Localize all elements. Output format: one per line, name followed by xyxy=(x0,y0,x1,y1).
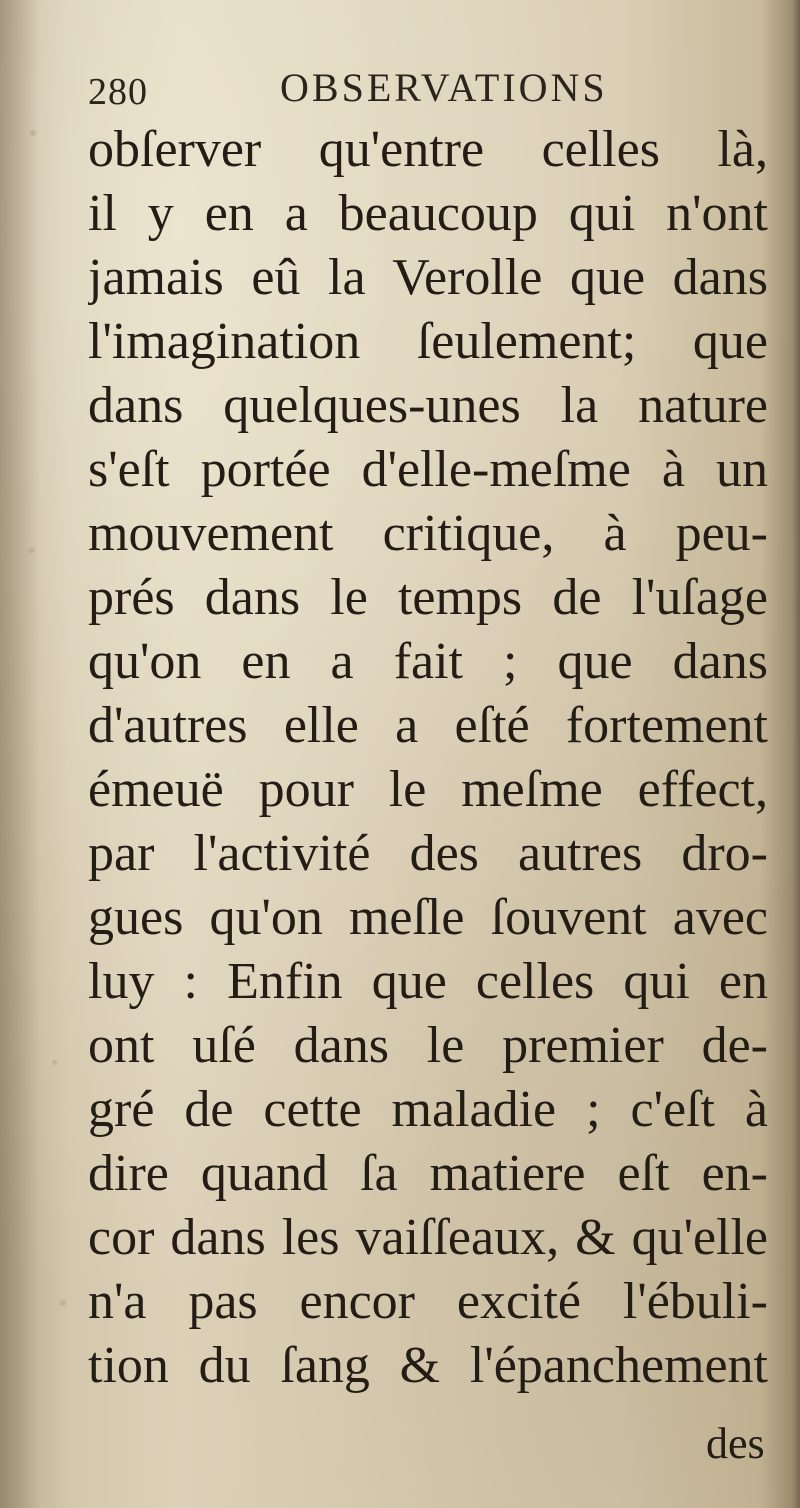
text-line: d'autres elle a eſté fortement xyxy=(88,697,768,754)
text-line: dans quelques-unes la nature xyxy=(88,377,768,434)
text-line: obſerver qu'entre celles là, xyxy=(88,121,768,178)
text-line: gré de cette maladie ; c'eſt à xyxy=(88,1081,768,1138)
text-line: tion du ſang & l'épanchement xyxy=(88,1337,768,1394)
text-line: jamais eû la Verolle que dans xyxy=(88,249,768,306)
text-line: s'eſt portée d'elle-meſme à un xyxy=(88,441,768,498)
text-line: émeuë pour le meſme effect, xyxy=(88,761,768,818)
page-number: 280 xyxy=(88,71,148,113)
text-line: il y en a beaucoup qui n'ont xyxy=(88,185,768,242)
text-line: prés dans le temps de l'uſage xyxy=(88,569,768,626)
text-line: n'a pas encor excité l'ébuli- xyxy=(88,1273,768,1330)
foxing-spot xyxy=(30,130,36,136)
foxing-spot xyxy=(52,1060,57,1065)
text-line: par l'activité des autres dro- xyxy=(88,825,768,882)
page-header xyxy=(0,60,800,120)
foxing-spot xyxy=(28,548,35,553)
text-line: luy : Enfin que celles qui en xyxy=(88,953,768,1010)
text-line: gues qu'on meſle ſouvent avec xyxy=(88,889,768,946)
text-line: cor dans les vaiſſeaux, & qu'elle xyxy=(88,1209,768,1266)
catchword: des xyxy=(706,1419,765,1468)
gutter-shadow xyxy=(0,0,40,1508)
body-text xyxy=(88,118,768,1398)
text-line: ont uſé dans le premier de- xyxy=(88,1017,768,1074)
text-line: qu'on en a fait ; que dans xyxy=(88,633,768,690)
text-line: dire quand ſa matiere eſt en- xyxy=(88,1145,768,1202)
text-line: l'imagination ſeulement; que xyxy=(88,313,768,370)
running-head: OBSERVATIONS xyxy=(280,65,608,110)
text-line: mouvement critique, à peu- xyxy=(88,505,768,562)
foxing-spot xyxy=(60,1300,66,1306)
